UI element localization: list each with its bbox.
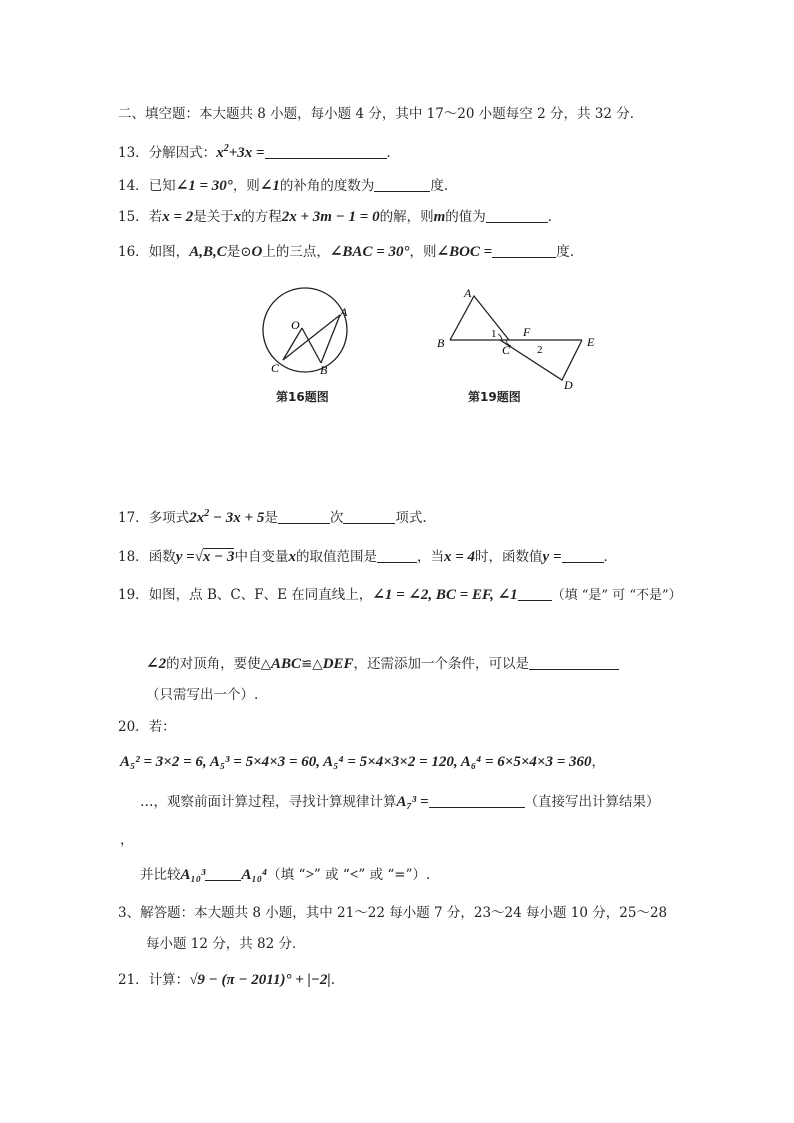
question-19-line2: ∠2的对顶角，要使△ABC≌△DEF，还需添加一个条件，可以是 <box>146 654 619 674</box>
sqrt-expression: √x − 3 <box>194 549 235 565</box>
question-19: 19．如图，点 B、C、F、E 在同直线上，∠1 = ∠2, BC = EF, ∠1 （填 “是” 可 “不是”） <box>118 587 682 603</box>
section3-title-line2: 每小题 12 分，共 82 分． <box>146 936 306 952</box>
question-13: 13．分解因式：$x^2+3x$ = ． <box>118 143 401 161</box>
question-20-line3: …，观察前面计算过程，寻找计算规律计算A₇³ = （直接写出计算结果） <box>140 794 660 810</box>
q17-blank-1 <box>278 509 330 524</box>
section3-title: 3、解答题：本大题共 8 小题，其中 21～22 每小题 7 分，23～24 每小题 10 分，25～28 <box>118 905 668 921</box>
q13-answer-blank <box>265 144 387 159</box>
fig19-label-b: B <box>437 336 445 350</box>
question-17: 17．多项式$2x^2 - 3x + 5$是 次 项式. <box>118 508 427 526</box>
q14-answer-blank <box>374 177 430 192</box>
fig16-label-a: A <box>340 305 348 319</box>
figure-16 <box>252 284 362 408</box>
q15-answer-blank <box>486 208 548 223</box>
question-21: 21．计算：√9 − (π − 2011)° + |−2|. <box>118 972 335 988</box>
fig19-label-d: D <box>564 378 573 390</box>
q20-blank-2 <box>205 866 241 881</box>
fig19-label-2: 2 <box>537 344 543 356</box>
q17-blank-2 <box>343 509 395 524</box>
fig16-label-b: B <box>320 363 328 377</box>
figure-19 <box>432 284 602 408</box>
fig19-label-e: E <box>587 335 595 349</box>
question-18: 18．函数y =√x − 3中自变量x的取值范围是 ，当x = 4时，函数值y = ． <box>118 549 618 565</box>
q19-blank-2 <box>529 655 619 670</box>
question-20-formula: A₅² = 3×2 = 6, A₅³ = 5×4×3 = 60, A₅⁴ = 5×4×3×2 = 120, A₆⁴ = 6×5×4×3 = 360， <box>120 754 605 770</box>
q18-blank-1 <box>377 548 417 563</box>
fig19-label-f: F <box>523 325 531 339</box>
question-20: 20．若： <box>118 719 176 735</box>
fig16-label-c: C <box>271 361 280 375</box>
question-20-line5: 并比较A₁₀³ A₁₀⁴（填 “>” 或 “<” 或 “=”）. <box>140 867 431 883</box>
figure-16-caption: 第16题图 <box>276 390 329 404</box>
fig19-label-1: 1 <box>491 328 497 340</box>
figure-19-caption: 第19题图 <box>468 390 521 404</box>
fig19-label-c: C <box>502 343 511 357</box>
q20-blank-1 <box>429 793 525 808</box>
section2-title: 二、填空题：本大题共 8 小题，每小题 4 分，其中 17～20 小题每空 2 分，共 32 分． <box>118 106 644 122</box>
q17-expression: $2x^2 - 3x + 5$ <box>189 508 265 526</box>
fig19-label-a: A <box>464 286 472 300</box>
question-15: 15．若x = 2是关于x的方程2x + 3m − 1 = 0的解，则m的值为 ． <box>118 209 562 225</box>
q19-blank-1 <box>518 586 552 601</box>
triangles-diagram <box>432 284 602 390</box>
q13-expression: $x^2+3x$ = <box>216 143 265 161</box>
question-20-comma: ， <box>120 832 134 848</box>
question-16: 16．如图，A,B,C是⊙O上的三点，∠BAC = 30°，则∠BOC = 度. <box>118 244 575 260</box>
q18-blank-2 <box>562 548 604 563</box>
q16-answer-blank <box>492 243 556 258</box>
fig16-label-o: O <box>291 318 300 332</box>
question-19-line3: （只需写出一个）. <box>146 687 259 703</box>
question-14: 14．已知∠1 = 30°，则∠1的补角的度数为 度. <box>118 178 449 194</box>
